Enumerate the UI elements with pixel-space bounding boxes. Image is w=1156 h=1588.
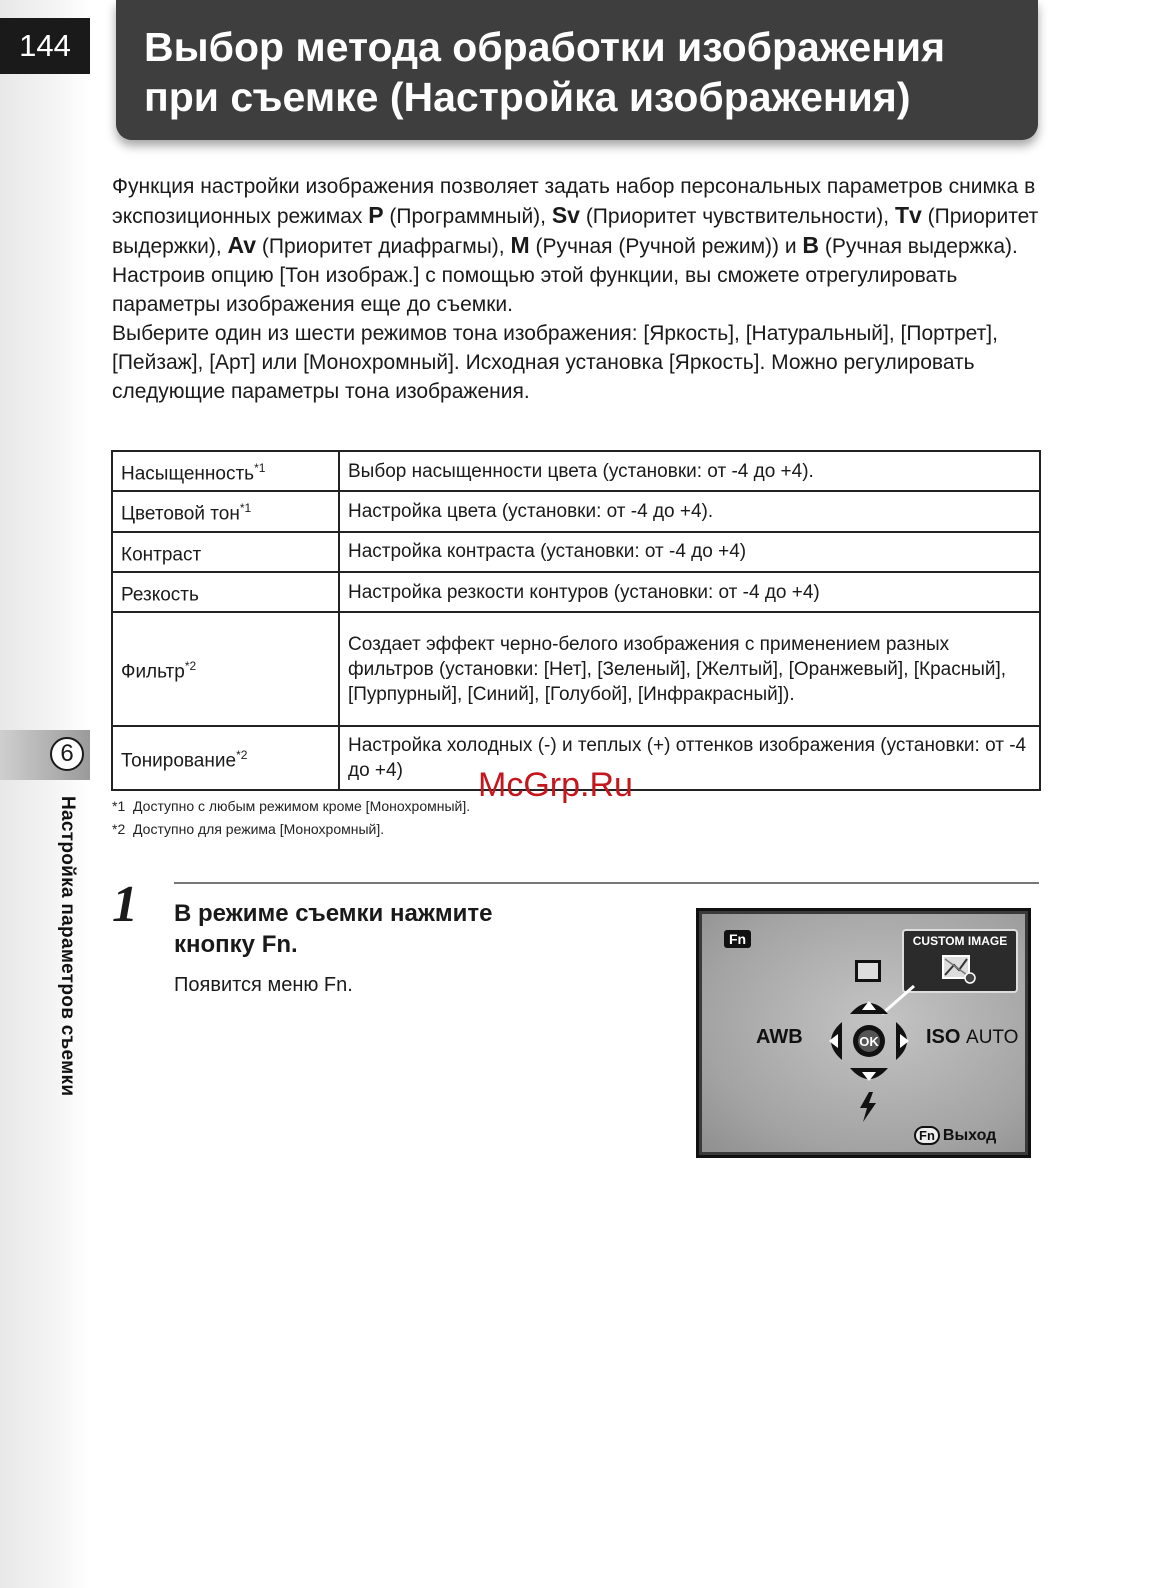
footnotes — [112, 795, 470, 841]
param-name: Контраст — [112, 532, 339, 572]
param-name: Фильтр$^{*2}$ — [112, 612, 339, 726]
param-desc: Настройка цвета (установки: от -4 до +4). — [339, 491, 1040, 531]
step-divider — [174, 882, 1039, 884]
step-body: Появится меню Fn. — [174, 974, 353, 996]
table-row — [112, 451, 1040, 491]
awb-label: AWB — [756, 1026, 803, 1048]
right-arrow-icon — [896, 1022, 909, 1060]
chapter-number: 6 — [50, 737, 84, 771]
parameters-table — [111, 450, 1041, 791]
param-name: Насыщенность$^{*1}$ — [112, 451, 339, 491]
table-row — [112, 532, 1040, 572]
chapter-label: Настройка параметров съемки — [57, 796, 78, 1097]
fn-button-icon: Fn — [914, 1126, 940, 1145]
param-desc: Настройка резкости контуров (установки: от -4 до +4) — [339, 572, 1040, 612]
drive-mode-icon — [855, 960, 881, 982]
flash-icon — [855, 1090, 881, 1124]
param-desc: Выбор насыщенности цвета (установки: от -4 до +4). — [339, 451, 1040, 491]
custom-image-label: CUSTOM IMAGE — [912, 934, 1008, 948]
intro-paragraph-1: Функция настройки изображения позволяет задать набор персональных параметров снимка в экспозиционных режимах P (Программный), Sv (Приоритет чувствительности), Tv (Приоритет выдержки), Av (Приоритет диафрагмы), M (Ручная (Ручной режим)) и B (Ручная выдержка). Настроив опцию [Тон изображ.] с помощью этой функции, вы сможете отрегулировать параметры изображения еще до съемки. — [112, 175, 1039, 316]
table-row — [112, 572, 1040, 612]
iso-value: AUTO — [966, 1027, 1019, 1048]
fn-icon: Fn — [724, 930, 751, 948]
step-heading: В режиме съемки нажмите кнопку Fn. — [174, 900, 493, 958]
page-title: Выбор метода обработки изображения при съемке (Настройка изображения) — [144, 24, 946, 120]
watermark: McGrp.Ru — [478, 766, 633, 804]
exit-hint — [914, 1126, 996, 1145]
four-way-controller — [814, 986, 924, 1096]
param-name: Тонирование$^{*2}$ — [112, 726, 339, 790]
camera-screen — [696, 908, 1031, 1158]
left-arrow-icon — [829, 1022, 842, 1060]
param-desc: Настройка холодных (-) и теплых (+) оттенков изображения (установки: от -4 до +4) — [339, 726, 1040, 790]
intro-text — [112, 172, 1047, 406]
footnote: *2 Доступно для режима [Монохромный]. — [112, 821, 385, 837]
exit-label: Выход — [942, 1126, 997, 1144]
intro-paragraph-2: Выберите один из шести режимов тона изображения: [Яркость], [Натуральный], [Портрет], [Пейзаж], [Арт] или [Монохромный]. Исходная установка [Яркость]. Можно регулировать следующие параметры тона изображения. — [112, 322, 998, 403]
param-desc: Настройка контраста (установки: от -4 до +4) — [339, 532, 1040, 572]
page-number: 144 — [0, 18, 90, 74]
sidebar — [0, 0, 90, 1588]
iso-label: ISO AUTO — [926, 1026, 1019, 1048]
screen-background — [702, 914, 1025, 1152]
param-desc: Создает эффект черно-белого изображения с применением разных фильтров (установки: [Нет], [Зеленый], [Желтый], [Оранжевый], [Красный], [Пурпурный], [Синий], [Голубой], [Инфракрасный]). — [339, 612, 1040, 726]
ok-label: OK — [859, 1034, 879, 1049]
footnote: *1 Доступно с любым режимом кроме [Монохромный]. — [112, 798, 471, 814]
param-name: Резкость — [112, 572, 339, 612]
table-row — [112, 612, 1040, 726]
step-number: 1 — [112, 876, 138, 933]
param-name: Цветовой тон$^{*1}$ — [112, 491, 339, 531]
down-arrow-icon — [850, 1068, 888, 1081]
up-arrow-icon — [850, 1001, 888, 1014]
table-row — [112, 491, 1040, 531]
